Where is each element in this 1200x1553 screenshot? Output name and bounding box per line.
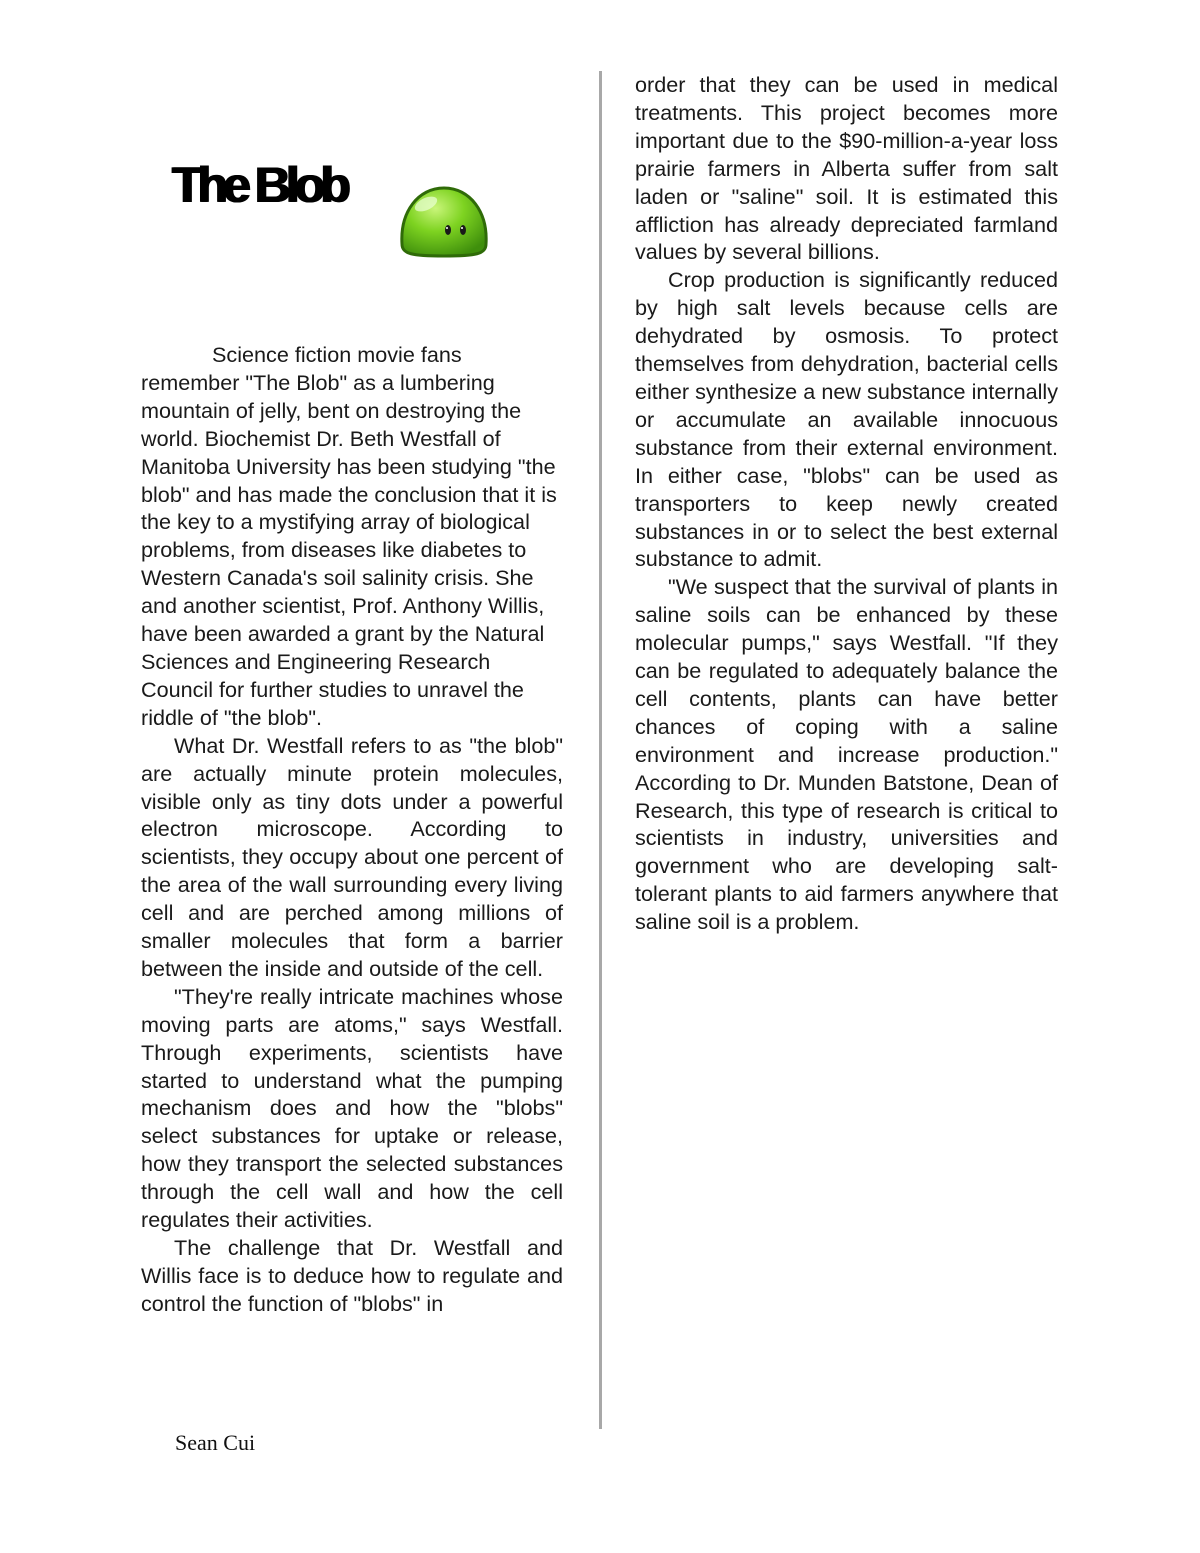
paragraph-molecular-pumps: "We suspect that the survival of plants in saline soils can be enhanced by these molecular pumps," says Westfall. "If they can be regulated to adequately balance the cell contents, plants can have better chances of coping with a saline environment and increase production." According to Dr. Munden Batstone, Dean of Research, this type of research is critical to scientists in industry, universities and government who are developing salt-tolerant plants to aid farmers anywhere that saline soil is a problem.: [635, 574, 1058, 935]
paragraph-crop-production: Crop production is significantly reduced by high salt levels because cells are dehydrated by osmosis. To protect themselves from dehydration, bacterial cells either synthesize a new substance internally or accumulate an available innocuous substance from their external environment. In either case, "blobs" can be used as transporters to keep newly created substances in or to select the best external substance to admit.: [635, 267, 1058, 572]
green-blob-icon: [396, 182, 492, 262]
paragraph-blob-definition: What Dr. Westfall refers to as "the blob" are actually minute protein molecules, visible only as tiny dots under a powerful electron microscope. According to scientists, they occupy about one percent of the area of the wall surrounding every living cell and are perched among millions of smaller molecules that form a barrier between the inside and outside of the cell.: [141, 732, 563, 981]
paragraph-intro: Science fiction movie fans remember "The Blob" as a lumbering mountain of jelly, bent on destroying the world. Biochemist Dr. Beth Westfall of Manitoba University has been studying "the blob" and has made the conclusion that it is the key to a mystifying array of biological problems, from diseases like diabetes to Western Canada's soil salinity crisis. She and another scientist, Prof. Anthony Willis, have been awarded a grant by the Natural Sciences and Engineering Research Council for further studies to unravel the riddle of "the blob".: [141, 342, 557, 730]
paragraph-intricate-machines: "They're really intricate machines whose moving parts are atoms," says Westfall. Through experiments, scientists have started to understand what the pumping mechanism does and how the "blobs" select substances for uptake or release, how they transport the selected substances through the cell wall and how the cell regulates their activities.: [141, 983, 563, 1233]
paragraph-medical-treatments: order that they can be used in medical treatments. This project becomes more important due to the $90-million-a-year loss prairie farmers in Alberta suffer from salt laden or "saline" soil. It is estimated this affliction has already depreciated farmland values by several billions.: [635, 72, 1058, 265]
column-divider: [599, 71, 602, 1429]
article-column-left: [141, 341, 563, 1318]
article-column-right: [635, 71, 1058, 936]
author-name: Sean Cui: [175, 1430, 256, 1455]
article-title: The Blob: [172, 157, 346, 213]
paragraph-challenge: The challenge that Dr. Westfall and Willis face is to deduce how to regulate and control the function of "blobs" in: [141, 1235, 563, 1316]
